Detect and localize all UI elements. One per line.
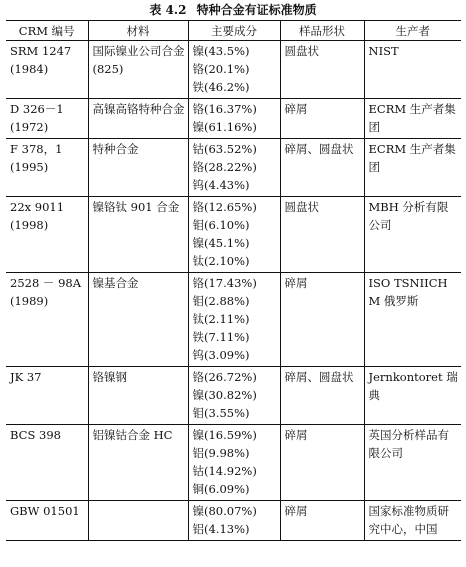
- producer-cell: [364, 99, 461, 139]
- composition-item: 钛(2.11%): [192, 312, 250, 326]
- header-producer: 生产者: [364, 21, 461, 41]
- crm-id-cell: [6, 139, 88, 197]
- material-text: 铬镍钢: [92, 370, 127, 384]
- table-title: 特种合金有证标准物质: [196, 3, 317, 17]
- material-cell: [88, 425, 188, 501]
- composition-item: 镍(16.59%): [192, 428, 257, 442]
- shape-text: 碎屑、圆盘状: [284, 142, 354, 156]
- material-text: 国际镍业公司合金(825): [92, 44, 185, 76]
- material-text: 铝镍钴合金 HC: [92, 428, 173, 442]
- table-row: [6, 99, 461, 139]
- crm-id-cell: [6, 99, 88, 139]
- composition-cell: [188, 501, 280, 541]
- shape-text: 碎屑、圆盘状: [284, 370, 354, 384]
- material-text: 特种合金: [92, 142, 139, 156]
- crm-year: (1984): [10, 62, 49, 76]
- material-text: 镍铬钛 901 合金: [92, 200, 180, 214]
- crm-year: (1972): [10, 120, 49, 134]
- composition-item: 铁(46.2%): [192, 80, 250, 94]
- shape-cell: [280, 501, 364, 541]
- producer-cell: [364, 367, 461, 425]
- composition-item: 钴(63.52%): [192, 142, 257, 156]
- material-cell: [88, 197, 188, 273]
- material-cell: [88, 501, 188, 541]
- composition-item: 镍(80.07%): [192, 504, 257, 518]
- composition-cell: [188, 425, 280, 501]
- composition-item: 钴(14.92%): [192, 464, 257, 478]
- material-cell: [88, 99, 188, 139]
- header-composition: 主要成分: [188, 21, 280, 41]
- shape-cell: [280, 425, 364, 501]
- crm-id: 2528 － 98A: [10, 276, 82, 290]
- producer-cell: [364, 139, 461, 197]
- crm-id: D 326－1: [10, 102, 64, 116]
- crm-id: SRM 1247: [10, 44, 72, 58]
- producer-cell: [364, 41, 461, 99]
- crm-id: F 378，1: [10, 142, 63, 156]
- shape-cell: [280, 197, 364, 273]
- composition-item: 钼(3.55%): [192, 406, 250, 420]
- producer-cell: [364, 197, 461, 273]
- producer-text: 国家标准物质研究中心，中国: [368, 504, 449, 536]
- shape-text: 碎屑: [284, 504, 308, 518]
- shape-text: 碎屑: [284, 428, 308, 442]
- composition-item: 铝(9.98%): [192, 446, 250, 460]
- crm-year: (1998): [10, 218, 49, 232]
- material-cell: [88, 139, 188, 197]
- table-row: [6, 273, 461, 367]
- producer-cell: [364, 425, 461, 501]
- crm-year: (1995): [10, 160, 49, 174]
- composition-item: 铬(26.72%): [192, 370, 257, 384]
- shape-text: 碎屑: [284, 102, 308, 116]
- composition-cell: [188, 367, 280, 425]
- composition-cell: [188, 197, 280, 273]
- table-header-row: [6, 21, 461, 41]
- header-crm-id: CRM 编号: [18, 23, 75, 38]
- producer-text: MBH 分析有限公司: [368, 200, 449, 232]
- table-row: [6, 197, 461, 273]
- composition-item: 铬(12.65%): [192, 200, 257, 214]
- table-row: [6, 501, 461, 541]
- material-text: 镍基合金: [92, 276, 139, 290]
- shape-text: 圆盘状: [284, 44, 319, 58]
- composition-item: 钨(4.43%): [192, 178, 250, 192]
- composition-cell: [188, 273, 280, 367]
- crm-id-cell: [6, 197, 88, 273]
- crm-year: (1989): [10, 294, 49, 308]
- table-row: [6, 367, 461, 425]
- producer-text: 英国分析样品有限公司: [368, 428, 449, 460]
- crm-id: GBW 01501: [10, 504, 80, 518]
- shape-cell: [280, 367, 364, 425]
- composition-item: 镍(30.82%): [192, 388, 257, 402]
- composition-item: 钨(3.09%): [192, 348, 250, 362]
- producer-text: ISO TSNIICHM 俄罗斯: [368, 276, 448, 308]
- producer-cell: [364, 273, 461, 367]
- composition-item: 钼(6.10%): [192, 218, 250, 232]
- composition-item: 钛(2.10%): [192, 254, 250, 268]
- header-sample-shape: 样品形状: [280, 21, 364, 41]
- crm-table: [6, 20, 461, 541]
- producer-text: Jernkontoret 瑞典: [368, 370, 458, 402]
- producer-text: ECRM 生产者集团: [368, 142, 456, 174]
- shape-text: 圆盘状: [284, 200, 319, 214]
- composition-item: 铬(28.22%): [192, 160, 257, 174]
- composition-item: 铝(4.13%): [192, 522, 250, 536]
- crm-id-cell: [6, 367, 88, 425]
- table-caption: [0, 1, 466, 19]
- table-row: [6, 139, 461, 197]
- crm-id-cell: [6, 425, 88, 501]
- material-cell: [88, 273, 188, 367]
- composition-item: 铬(17.43%): [192, 276, 257, 290]
- crm-id: 22x 9011: [10, 200, 65, 214]
- composition-item: 铬(20.1%): [192, 62, 250, 76]
- producer-text: ECRM 生产者集团: [368, 102, 456, 134]
- crm-id: JK 37: [10, 370, 42, 384]
- table-number: 表 4.2: [149, 3, 187, 17]
- shape-cell: [280, 273, 364, 367]
- shape-cell: [280, 41, 364, 99]
- composition-item: 钼(2.88%): [192, 294, 250, 308]
- shape-cell: [280, 139, 364, 197]
- composition-item: 铜(6.09%): [192, 482, 250, 496]
- composition-item: 镍(43.5%): [192, 44, 250, 58]
- header-material: 材料: [88, 21, 188, 41]
- material-cell: [88, 367, 188, 425]
- crm-id: BCS 398: [10, 428, 61, 442]
- composition-cell: [188, 139, 280, 197]
- shape-text: 碎屑: [284, 276, 308, 290]
- composition-item: 铬(16.37%): [192, 102, 257, 116]
- composition-cell: [188, 99, 280, 139]
- material-text: 高镍高铬特种合金: [92, 102, 185, 116]
- producer-cell: [364, 501, 461, 541]
- composition-item: 镍(61.16%): [192, 120, 257, 134]
- composition-item: 铁(7.11%): [192, 330, 250, 344]
- crm-id-cell: [6, 41, 88, 99]
- crm-id-cell: [6, 273, 88, 367]
- crm-id-cell: [6, 501, 88, 541]
- table-row: [6, 425, 461, 501]
- producer-text: NIST: [368, 44, 399, 58]
- composition-item: 镍(45.1%): [192, 236, 250, 250]
- material-cell: [88, 41, 188, 99]
- table-row: [6, 41, 461, 99]
- shape-cell: [280, 99, 364, 139]
- composition-cell: [188, 41, 280, 99]
